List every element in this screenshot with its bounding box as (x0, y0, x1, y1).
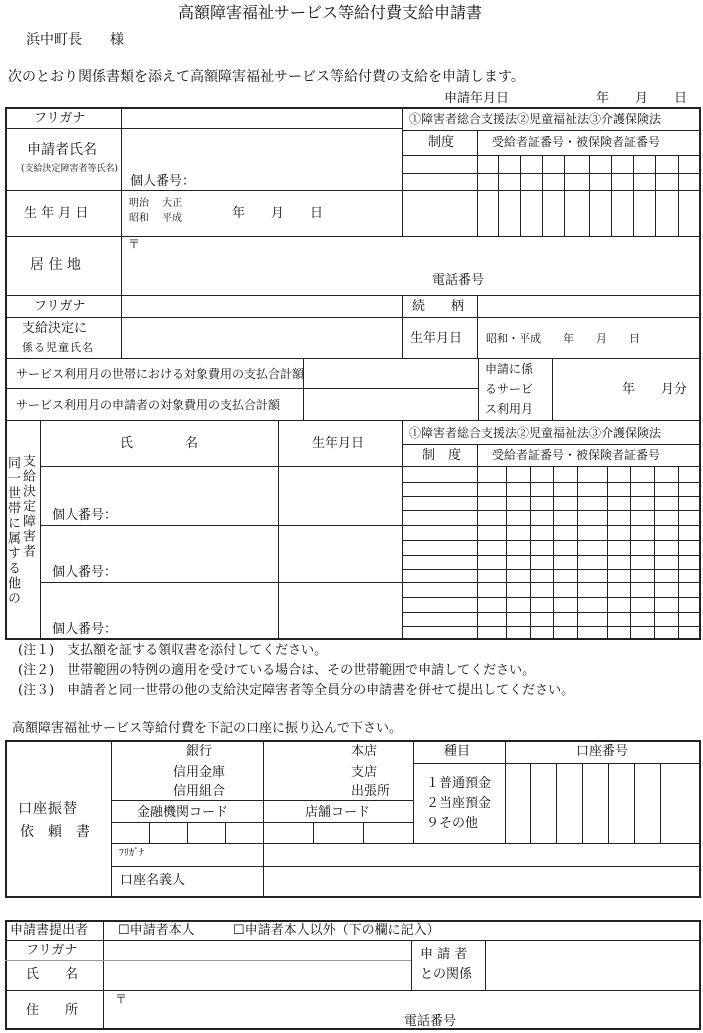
bank-type-kumiai[interactable]: 信用組合 (173, 784, 226, 799)
service-month-label-1: 申請に係 (485, 362, 534, 376)
bank-type-bank[interactable]: 銀行 (186, 744, 213, 759)
table-rule (402, 626, 701, 627)
bank-intro: 高額障害福祉サービス等給付費を下記の口座に振り込んで下さい。 (12, 721, 403, 736)
household-personal-no-2: 個人番号： (52, 565, 118, 580)
account-number-header: 口座番号 (576, 744, 629, 759)
table-rule (402, 130, 701, 131)
household-side-label-1: 支給決定障害者 (20, 454, 35, 559)
table-rule (278, 420, 279, 640)
table-rule (582, 763, 583, 843)
table-rule (402, 496, 701, 497)
table-rule (498, 155, 499, 236)
account-type-header: 種目 (444, 744, 471, 759)
table-rule (478, 358, 479, 420)
household-side-label-2: 同一世帯に属する他の (5, 456, 20, 606)
note-3: (注３) 申請者と同一世帯の他の支給決定障害者等全員分の申請書を併せて提出してください。 (18, 683, 575, 698)
table-rule (225, 822, 226, 843)
table-rule (5, 128, 402, 129)
table-rule (564, 155, 565, 236)
table-rule (630, 466, 631, 640)
submitter-relation-label-1: 申 請 者 (420, 947, 468, 962)
table-rule (542, 155, 543, 236)
table-rule (313, 822, 314, 843)
service-month-value[interactable]: 年 月分 (622, 382, 688, 397)
table-rule (111, 740, 112, 898)
table-rule (40, 582, 402, 583)
table-rule (655, 155, 656, 236)
table-rule (477, 295, 478, 317)
service-month-label-2: るサービ (485, 382, 534, 396)
table-rule (530, 466, 531, 640)
table-rule (111, 822, 413, 823)
table-rule (402, 612, 701, 613)
table-rule (402, 555, 701, 556)
table-rule (40, 525, 402, 526)
branch-type-branch[interactable]: 支店 (351, 765, 378, 780)
table-rule (121, 107, 122, 358)
submitter-phone-label: 電話番号 (404, 1014, 457, 1029)
applicant-name-label: 申請者氏名 (27, 142, 97, 158)
table-rule (678, 466, 679, 640)
table-rule (402, 173, 701, 174)
table-rule (633, 155, 634, 236)
child-relation-label: 続 柄 (412, 299, 465, 314)
branch-type-main[interactable]: 本店 (351, 744, 378, 759)
submitter-option-other[interactable]: ☐申請者本人以外（下の欄に記入） (233, 923, 440, 938)
table-rule (477, 130, 478, 236)
child-name-label-2: 係る児童氏名 (22, 341, 94, 354)
table-rule (402, 420, 403, 640)
applicant-birth-label: 生 年 月 日 (24, 206, 89, 221)
table-rule (678, 155, 679, 236)
submitter-postal-mark: 〒 (115, 992, 128, 1006)
table-rule (553, 466, 554, 640)
table-rule (5, 358, 701, 359)
note-2: (注２) 世帯範囲の特例の適用を受けている場合は、その世帯範囲で申請してください。 (18, 663, 536, 678)
applicant-era-line1: 明治 大正 (129, 198, 183, 209)
table-rule (505, 740, 506, 843)
household-law-options: ①障害者総合支援法②児童福祉法③介護保険法 (409, 426, 662, 440)
table-rule (149, 822, 150, 843)
household-birth-header: 生年月日 (312, 436, 365, 451)
applicant-postal-mark: 〒 (128, 237, 141, 251)
child-birth-label: 生年月日 (410, 331, 463, 346)
account-type-other[interactable]: ９その他 (426, 816, 479, 831)
table-rule (477, 444, 478, 640)
branch-code-label: 店舗コード (305, 805, 371, 820)
applicant-birth-date[interactable]: 年 月 日 (232, 206, 324, 221)
table-rule (402, 155, 701, 156)
table-rule (477, 317, 478, 358)
applicant-name-sublabel: (支給決定障害者等氏名) (21, 164, 119, 174)
table-rule (5, 236, 701, 237)
child-furigana-label: フリガナ (34, 299, 86, 314)
table-rule (103, 960, 411, 961)
table-rule (5, 940, 701, 941)
holder-furigana-label: ﾌﾘｶﾞﾅ (119, 848, 144, 859)
table-rule (40, 466, 701, 467)
table-rule (485, 940, 486, 990)
table-rule (402, 540, 701, 541)
applicant-total-label: サービス利用月の申請者の対象費用の支払合計額 (16, 398, 281, 412)
submitter-label: 申請書提出者 (10, 923, 89, 938)
applicant-law-options: ①障害者総合支援法②児童福祉法③介護保険法 (409, 112, 662, 126)
table-rule (589, 155, 590, 236)
table-rule (402, 482, 701, 483)
table-rule (520, 155, 521, 236)
table-rule (402, 444, 701, 445)
applicant-address-label: 居 住 地 (30, 257, 81, 273)
applicant-phone-label: 電話番号 (432, 273, 485, 288)
bank-label-2: 依 頼 書 (20, 824, 90, 840)
household-cert-label: 受給者証番号・被保険者証番号 (492, 448, 661, 462)
table-rule (263, 843, 264, 898)
addressee: 浜中町長 様 (26, 32, 124, 48)
submitter-furigana-label: フリガナ (26, 943, 78, 958)
applicant-furigana-label: フリガナ (34, 111, 86, 126)
household-personal-no-3: 個人番号： (52, 622, 118, 637)
table-rule (5, 960, 103, 961)
table-rule (556, 763, 557, 843)
account-type-ordinary[interactable]: １普通預金 (426, 776, 492, 791)
service-month-label-3: ス利用月 (485, 402, 534, 416)
table-rule (263, 740, 264, 843)
date-field[interactable]: 年 月 日 (596, 91, 688, 106)
table-rule (660, 763, 661, 843)
holder-name-label: 口座名義人 (120, 873, 186, 888)
table-rule (5, 388, 478, 389)
note-1: (注１) 支払額を証する領収書を添付してください。 (18, 643, 328, 658)
submitter-option-self[interactable]: ☐申請者本人 (118, 923, 195, 938)
table-rule (413, 740, 414, 843)
table-rule (402, 582, 701, 583)
table-rule (552, 358, 553, 420)
table-rule (111, 800, 413, 801)
table-rule (506, 466, 507, 640)
table-rule (411, 940, 412, 990)
table-rule (5, 317, 701, 318)
form-title: 高額障害福祉サービス等給付費支給申請書 (178, 3, 483, 22)
table-rule (103, 920, 104, 1030)
household-seido-label: 制 度 (422, 448, 462, 463)
table-rule (607, 466, 608, 640)
table-rule (187, 822, 188, 843)
table-rule (363, 822, 364, 843)
date-label: 申請年月日 (444, 91, 510, 106)
bank-type-shinkin[interactable]: 信用金庫 (173, 765, 226, 780)
table-rule (530, 763, 531, 843)
child-name-label-1: 支給決定に (22, 321, 88, 336)
table-rule (402, 525, 701, 526)
table-rule (111, 843, 701, 844)
applicant-personal-no: 個人番号： (130, 174, 196, 189)
applicant-era-line2: 昭和 平成 (129, 213, 183, 224)
table-rule (654, 466, 655, 640)
account-type-current[interactable]: ２当座預金 (426, 796, 492, 811)
applicant-seido-label: 制度 (428, 135, 455, 150)
table-rule (402, 597, 701, 598)
applicant-cert-label: 受給者証番号・被保険者証番号 (492, 135, 661, 149)
submitter-address-label: 住 所 (26, 1003, 79, 1018)
table-rule (608, 763, 609, 843)
table-rule (40, 420, 41, 640)
household-personal-no-1: 個人番号： (52, 508, 118, 523)
intro-text: 次のとおり関係書類を添えて高額障害福祉サービス等給付費の支給を申請します。 (8, 69, 525, 85)
table-rule (5, 295, 701, 296)
branch-type-sub[interactable]: 出張所 (351, 784, 391, 799)
household-name-header: 氏 名 (120, 436, 199, 451)
table-rule (402, 295, 403, 358)
table-rule (402, 107, 403, 236)
table-rule (5, 990, 701, 991)
table-rule (402, 569, 701, 570)
child-birth-date[interactable]: 昭和・平成 年 月 日 (486, 332, 640, 345)
institution-code-label: 金融機関コード (137, 805, 229, 820)
table-rule (611, 155, 612, 236)
household-total-label: サービス利用月の世帯における対象費用の支払合計額 (16, 367, 305, 381)
submitter-relation-label-2: との関係 (420, 967, 473, 982)
table-rule (111, 866, 701, 867)
table-rule (402, 510, 701, 511)
table-rule (413, 763, 701, 764)
table-rule (634, 763, 635, 843)
table-rule (5, 420, 701, 421)
bank-label-1: 口座振替 (18, 801, 78, 817)
table-rule (5, 190, 701, 191)
submitter-name-label: 氏 名 (26, 967, 79, 982)
table-rule (577, 466, 578, 640)
